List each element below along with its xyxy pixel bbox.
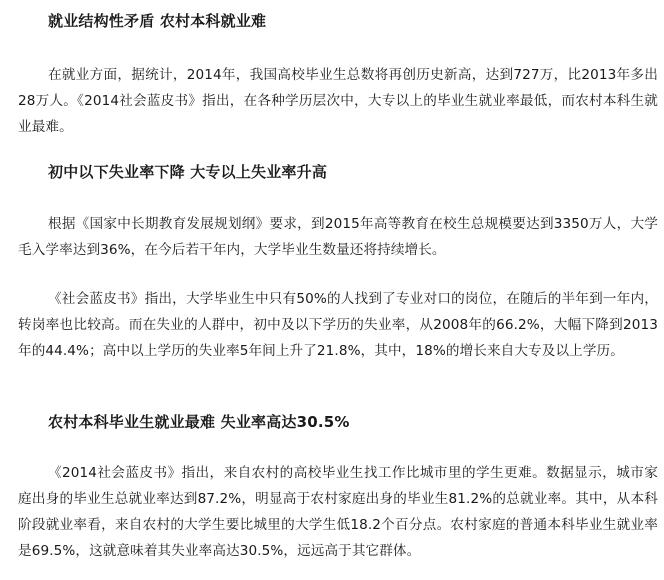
section-heading: 农村本科毕业生就业最难 失业率高达30.5% — [48, 413, 350, 431]
paragraph: 《社会蓝皮书》指出，大学毕业生中只有50%的人找到了专业对口的岗位，在随后的半年到一年内，转岗率也比较高。而在失业的人群中，初中及以下学历的失业率，从2008年的66.2%，大幅下降到2013年的44.4%；高中以上学历的失业率5年间上升了21.8%，其中，18%的增长来自大专及以上学历。 — [18, 291, 658, 359]
section-heading: 初中以下失业率下降 大专以上失业率升高 — [48, 163, 328, 181]
paragraph: 根据《国家中长期教育发展规划纲》要求，到2015年高等教育在校生总规模要达到3350万人，大学毛入学率达到36%，在今后若干年内，大学毕业生数量还将持续增长。 — [18, 216, 658, 258]
paragraph: 在就业方面，据统计，2014年，我国高校毕业生总数将再创历史新高，达到727万，比2013年多出28万人。《2014社会蓝皮书》指出，在各种学历层次中，大专以上的毕业生就业率最低，而农村本科生就业最难。 — [18, 67, 658, 135]
section-heading: 就业结构性矛盾 农村本科就业难 — [48, 12, 267, 30]
paragraph: 《2014社会蓝皮书》指出，来自农村的高校毕业生找工作比城市里的学生更难。数据显示，城市家庭出身的毕业生总就业率达到87.2%，明显高于农村家庭出身的毕业生81.2%的总就业率。其中，从本科阶段就业率看，来自农村的大学生要比城里的大学生低18.2个百分点。农村家庭的普通本科毕业生就业率是69.5%，这就意味着其失业率高达30.5%，远远高于其它群体。 — [18, 465, 658, 559]
